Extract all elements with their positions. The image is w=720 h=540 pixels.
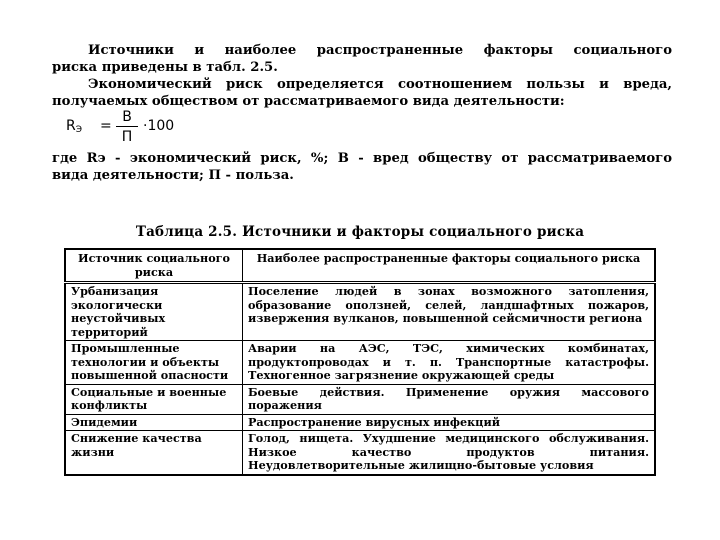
cell-factors: Поселение людей в зонах возможного затопления, образование оползней, селей, ландшафтных пожаров, извержения вулканов, повышенной сейсмичности региона bbox=[243, 283, 656, 341]
table-row bbox=[65, 283, 655, 341]
definition-line-2: вида деятельности; П - польза. bbox=[52, 168, 294, 183]
formula-lhs-symbol: R bbox=[66, 118, 76, 134]
table-row bbox=[65, 341, 655, 385]
table-row bbox=[65, 431, 655, 475]
formula-fraction bbox=[116, 108, 138, 145]
economic-risk-formula bbox=[66, 108, 186, 150]
intro-line-3: Экономический риск определяется соотношением пользы и вреда, bbox=[88, 77, 672, 92]
social-risk-table bbox=[64, 248, 656, 476]
table-row bbox=[65, 384, 655, 414]
cell-source: Урбанизация экологически неустойчивых территорий bbox=[65, 283, 243, 341]
cell-factors: Аварии на АЭС, ТЭС, химических комбинатах, продуктопроводах и т. п. Транспортные катастрофы. Техногенное загрязнение окружающей среды bbox=[243, 341, 656, 385]
definition-line-1: где Rэ - экономический риск, %; В - вред обществу от рассматриваемого bbox=[52, 151, 672, 166]
definition-paragraph bbox=[52, 150, 672, 184]
formula-lhs bbox=[66, 118, 82, 135]
table-caption: Таблица 2.5. Источники и факторы социального риска bbox=[135, 224, 585, 240]
formula-multiplier: ·100 bbox=[143, 118, 175, 134]
formula-denominator: П bbox=[121, 129, 133, 145]
cell-source: Снижение качества жизни bbox=[65, 431, 243, 475]
cell-factors: Голод, нищета. Ухудшение медицинского обслуживания. Низкое качество продуктов питания. Неудовлетворительные жилищно-бытовые условия bbox=[243, 431, 656, 475]
header-source: Источник социального риска bbox=[65, 249, 243, 283]
cell-source: Эпидемии bbox=[65, 414, 243, 431]
header-factors: Наиболее распространенные факторы социального риска bbox=[243, 249, 656, 283]
formula-equals: = bbox=[100, 118, 112, 134]
cell-factors: Боевые действия. Применение оружия массового поражения bbox=[243, 384, 656, 414]
cell-source: Промышленные технологии и объекты повышенной опасности bbox=[65, 341, 243, 385]
table-row bbox=[65, 414, 655, 431]
intro-line-4: получаемых обществом от рассматриваемого вида деятельности: bbox=[52, 94, 565, 109]
table-header-row bbox=[65, 249, 655, 283]
formula-lhs-subscript: Э bbox=[75, 125, 83, 135]
formula-numerator: В bbox=[122, 109, 132, 125]
intro-line-2: риска приведены в табл. 2.5. bbox=[52, 60, 278, 75]
cell-source: Социальные и военные конфликты bbox=[65, 384, 243, 414]
intro-line-1: Источники и наиболее распространенные факторы социального bbox=[88, 43, 672, 58]
intro-paragraph bbox=[52, 42, 672, 110]
cell-factors: Распространение вирусных инфекций bbox=[243, 414, 656, 431]
